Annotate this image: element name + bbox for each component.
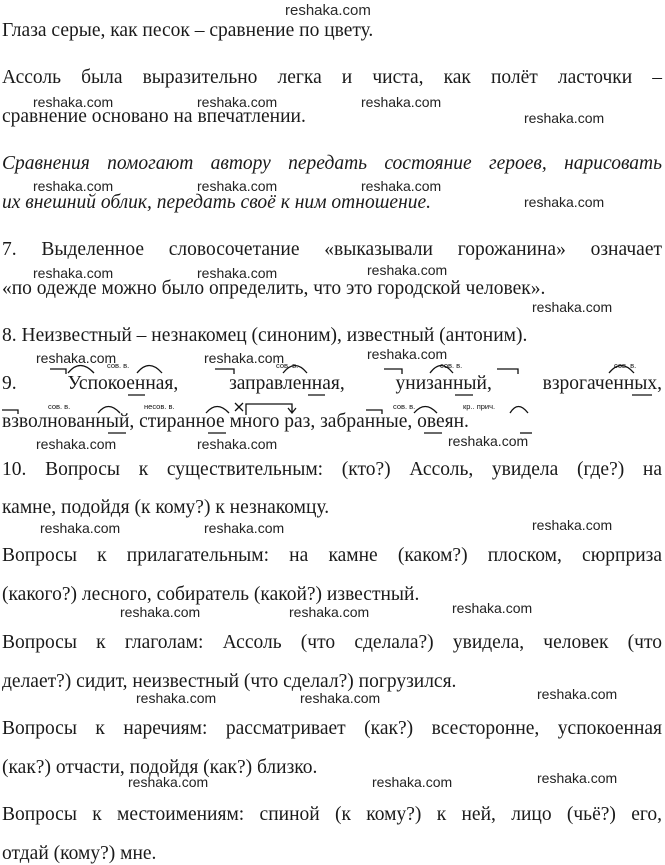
watermark: reshaka.com bbox=[452, 600, 533, 616]
watermark: reshaka.com bbox=[524, 110, 605, 126]
watermark: reshaka.com bbox=[33, 178, 114, 194]
text-line-13: Вопросы к прилагательным: на камне (каком?) плоском, сюрприза bbox=[2, 545, 662, 566]
aspect-note: сов. в. bbox=[393, 402, 416, 411]
aspect-note: сов. в. bbox=[276, 361, 299, 370]
text-line-10: взволнованный, стиранное много раз, забранные, овеян. bbox=[2, 411, 469, 432]
text-line-8: 8. Неизвестный – незнакомец (синоним), известный (антоним). bbox=[2, 325, 528, 346]
root-mark bbox=[137, 366, 162, 374]
text-line-17: Вопросы к наречиям: рассматривает (как?) всесторонне, успокоенная bbox=[2, 718, 662, 739]
watermark: reshaka.com bbox=[361, 94, 442, 110]
watermark: reshaka.com bbox=[36, 350, 117, 366]
watermark: reshaka.com bbox=[285, 2, 371, 19]
text-line-14: (какого?) лесного, собиратель (какой?) известный. bbox=[2, 584, 420, 605]
watermark: reshaka.com bbox=[120, 604, 201, 620]
watermark: reshaka.com bbox=[367, 346, 448, 362]
text-line-12: камне, подойдя (к кому?) к незнакомцу. bbox=[2, 497, 330, 518]
watermark: reshaka.com bbox=[537, 686, 618, 702]
watermark: reshaka.com bbox=[537, 770, 618, 786]
text-line-7: «по одежде можно было определить, что это городской человек». bbox=[2, 278, 546, 299]
watermark: reshaka.com bbox=[197, 436, 278, 452]
watermark: reshaka.com bbox=[300, 690, 381, 706]
watermark: reshaka.com bbox=[524, 194, 605, 210]
watermark: reshaka.com bbox=[372, 774, 453, 790]
text-line-2: Ассоль была выразительно легка и чиста, как полёт ласточки – bbox=[2, 67, 662, 88]
watermark: reshaka.com bbox=[448, 433, 529, 449]
text-line-6: 7. Выделенное словосочетание «выказывали горожанина» означает bbox=[2, 239, 662, 260]
aspect-note: сов. в. bbox=[107, 361, 130, 370]
aspect-note: сов. в. bbox=[440, 361, 463, 370]
watermark: reshaka.com bbox=[197, 94, 278, 110]
watermark: reshaka.com bbox=[197, 265, 278, 281]
aspect-note: сов. в. bbox=[614, 361, 637, 370]
watermark: reshaka.com bbox=[289, 604, 370, 620]
text-line-4: Сравнения помогают автору передать состояние героев, нарисовать bbox=[2, 153, 662, 174]
text-line-5: их внешний облик, передать своё к ним отношение. bbox=[2, 192, 432, 213]
watermark: reshaka.com bbox=[128, 774, 209, 790]
watermark: reshaka.com bbox=[204, 520, 285, 536]
watermark: reshaka.com bbox=[36, 436, 117, 452]
text-line-15: Вопросы к глаголам: Ассоль (что сделала?) увидела, человек (что bbox=[2, 632, 662, 653]
text-line-20: отдай (кому?) мне. bbox=[2, 843, 157, 864]
text-line-3: сравнение основано на впечатлении. bbox=[2, 106, 306, 127]
watermark: reshaka.com bbox=[197, 178, 278, 194]
watermark: reshaka.com bbox=[40, 520, 121, 536]
aspect-note: сов. в. bbox=[48, 402, 71, 411]
text-line-9: 9. Успокоенная, заправленная, унизанный, взрогаченных, bbox=[2, 373, 662, 394]
watermark: reshaka.com bbox=[33, 94, 114, 110]
text-line-16: делает?) сидит, неизвестный (что сделал?) погрузился. bbox=[2, 671, 457, 692]
aspect-note: несов. в. bbox=[144, 402, 175, 411]
text-line-1: Глаза серые, как песок – сравнение по цвету. bbox=[2, 20, 374, 41]
text-line-11: 10. Вопросы к существительным: (кто?) Ассоль, увидела (где?) на bbox=[2, 459, 662, 480]
watermark: reshaka.com bbox=[33, 265, 114, 281]
participle-note: кр.. прич. bbox=[463, 402, 496, 411]
text-line-19: Вопросы к местоимениям: спиной (к кому?) к ней, лицо (чьё?) его, bbox=[2, 804, 662, 825]
watermark: reshaka.com bbox=[532, 299, 613, 315]
watermark: reshaka.com bbox=[361, 178, 442, 194]
watermark: reshaka.com bbox=[204, 350, 285, 366]
watermark: reshaka.com bbox=[136, 690, 217, 706]
watermark: reshaka.com bbox=[367, 262, 448, 278]
watermark: reshaka.com bbox=[532, 517, 613, 533]
cross-mark bbox=[235, 403, 243, 411]
text-line-18: (как?) отчасти, подойдя (как?) близко. bbox=[2, 757, 318, 778]
root-mark bbox=[68, 366, 94, 374]
